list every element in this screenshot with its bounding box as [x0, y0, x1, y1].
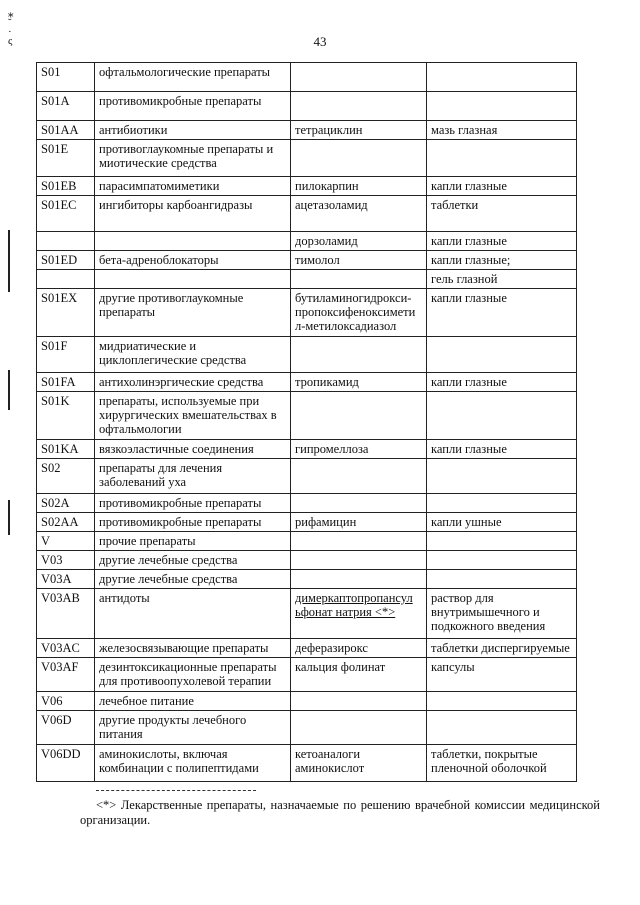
cell-group	[95, 270, 291, 289]
table-row	[37, 494, 577, 513]
cell-code: S01ED	[37, 251, 95, 270]
cell-form: таблетки, покрытые пленочной оболочкой	[427, 745, 577, 782]
cell-drug: бутиламиногидрокси-пропоксифеноксимети л-метилоксадиазол	[291, 289, 427, 337]
cell-code: V03A	[37, 570, 95, 589]
cell-code: S01EC	[37, 196, 95, 232]
cell-form: таблетки диспергируемые	[427, 639, 577, 658]
table-row	[37, 658, 577, 692]
cell-group: антибиотики	[95, 121, 291, 140]
cell-drug	[291, 692, 427, 711]
table-row	[37, 745, 577, 782]
cell-drug: тимолол	[291, 251, 427, 270]
cell-group: парасимпатомиметики	[95, 177, 291, 196]
footnote: <*> Лекарственные препараты, назначаемые по решению врачебной комиссии медицинской организации.	[80, 798, 600, 827]
cell-code: S02	[37, 459, 95, 494]
cell-form: капли глазные	[427, 289, 577, 337]
cell-group: противомикробные препараты	[95, 92, 291, 121]
margin-line	[8, 370, 10, 410]
cell-form	[427, 692, 577, 711]
cell-group: мидриатические и циклоплегические средства	[95, 337, 291, 373]
cell-group: бета-адреноблокаторы	[95, 251, 291, 270]
cell-drug: деферазирокс	[291, 639, 427, 658]
table-row	[37, 337, 577, 373]
cell-drug: дорзоламид	[291, 232, 427, 251]
cell-code: S01K	[37, 392, 95, 440]
cell-drug	[291, 459, 427, 494]
cell-code: V03	[37, 551, 95, 570]
cell-form	[427, 494, 577, 513]
drug-table	[36, 62, 577, 782]
cell-drug: димеркаптопропансул ьфонат натрия <*>	[291, 589, 427, 639]
cell-code: S01FA	[37, 373, 95, 392]
table-row	[37, 589, 577, 639]
cell-code: S01E	[37, 140, 95, 177]
cell-form	[427, 459, 577, 494]
cell-group: вязкоэластичные соединения	[95, 440, 291, 459]
table-row	[37, 232, 577, 251]
cell-group: антихолинэргические средства	[95, 373, 291, 392]
cell-form	[427, 140, 577, 177]
cell-code	[37, 270, 95, 289]
cell-drug	[291, 92, 427, 121]
cell-drug	[291, 270, 427, 289]
cell-group: лечебное питание	[95, 692, 291, 711]
cell-form	[427, 570, 577, 589]
cell-form	[427, 337, 577, 373]
cell-drug	[291, 551, 427, 570]
cell-drug	[291, 337, 427, 373]
cell-form: гель глазной	[427, 270, 577, 289]
cell-code: V03AC	[37, 639, 95, 658]
cell-code: S01	[37, 63, 95, 92]
cell-code: S01F	[37, 337, 95, 373]
cell-form	[427, 711, 577, 745]
cell-form	[427, 63, 577, 92]
cell-group: офтальмологические препараты	[95, 63, 291, 92]
table-row	[37, 711, 577, 745]
margin-scribble: ⁎ ˘ · ς	[8, 8, 14, 47]
table-row	[37, 373, 577, 392]
cell-group: противоглаукомные препараты и миотические средства	[95, 140, 291, 177]
cell-drug: рифамицин	[291, 513, 427, 532]
table-row	[37, 251, 577, 270]
cell-drug: кальция фолинат	[291, 658, 427, 692]
cell-code	[37, 232, 95, 251]
table-row	[37, 440, 577, 459]
cell-code: V06DD	[37, 745, 95, 782]
cell-group: противомикробные препараты	[95, 494, 291, 513]
cell-form: капли глазные	[427, 440, 577, 459]
cell-group: другие продукты лечебного питания	[95, 711, 291, 745]
cell-group: прочие препараты	[95, 532, 291, 551]
cell-drug: ацетазоламид	[291, 196, 427, 232]
cell-form: капли глазные	[427, 373, 577, 392]
cell-form: мазь глазная	[427, 121, 577, 140]
cell-drug	[291, 392, 427, 440]
cell-form	[427, 392, 577, 440]
cell-group: дезинтоксикационные препараты для противоопухолевой терапии	[95, 658, 291, 692]
table-row	[37, 570, 577, 589]
cell-code: V	[37, 532, 95, 551]
cell-form: раствор для внутримышечного и подкожного введения	[427, 589, 577, 639]
table-row	[37, 639, 577, 658]
table-row	[37, 532, 577, 551]
cell-group: препараты, используемые при хирургических вмешательствах в офтальмологии	[95, 392, 291, 440]
cell-group: антидоты	[95, 589, 291, 639]
table-row	[37, 692, 577, 711]
margin-line	[8, 500, 10, 535]
table-row	[37, 92, 577, 121]
cell-code: S01EB	[37, 177, 95, 196]
cell-form	[427, 92, 577, 121]
cell-code: V03AB	[37, 589, 95, 639]
cell-code: V06	[37, 692, 95, 711]
cell-drug	[291, 532, 427, 551]
cell-group	[95, 232, 291, 251]
cell-group: железосвязывающие препараты	[95, 639, 291, 658]
cell-code: S01KA	[37, 440, 95, 459]
cell-form: капли глазные	[427, 232, 577, 251]
cell-drug: пилокарпин	[291, 177, 427, 196]
cell-form	[427, 551, 577, 570]
cell-code: S02AA	[37, 513, 95, 532]
cell-drug: кетоаналоги аминокислот	[291, 745, 427, 782]
cell-code: V06D	[37, 711, 95, 745]
cell-form	[427, 532, 577, 551]
table-row	[37, 177, 577, 196]
table-row	[37, 513, 577, 532]
cell-drug	[291, 140, 427, 177]
cell-drug	[291, 711, 427, 745]
page-number: 43	[313, 34, 327, 49]
cell-group: препараты для лечения заболеваний уха	[95, 459, 291, 494]
table-row	[37, 196, 577, 232]
cell-group: другие лечебные средства	[95, 570, 291, 589]
table-row	[37, 140, 577, 177]
cell-group: другие противоглаукомные препараты	[95, 289, 291, 337]
cell-drug	[291, 570, 427, 589]
cell-group: противомикробные препараты	[95, 513, 291, 532]
table-row	[37, 121, 577, 140]
table-row	[37, 63, 577, 92]
cell-form: капли глазные	[427, 177, 577, 196]
table-row	[37, 551, 577, 570]
cell-drug	[291, 494, 427, 513]
table-row	[37, 289, 577, 337]
cell-code: S01AA	[37, 121, 95, 140]
cell-group: аминокислоты, включая комбинации с полипептидами	[95, 745, 291, 782]
cell-code: S01EX	[37, 289, 95, 337]
cell-drug	[291, 63, 427, 92]
cell-code: S02A	[37, 494, 95, 513]
table-row	[37, 459, 577, 494]
cell-drug: тетрациклин	[291, 121, 427, 140]
cell-form: капли глазные;	[427, 251, 577, 270]
cell-code: V03AF	[37, 658, 95, 692]
cell-form: капсулы	[427, 658, 577, 692]
cell-form: таблетки	[427, 196, 577, 232]
footnote-divider	[96, 790, 256, 791]
cell-code: S01A	[37, 92, 95, 121]
margin-line	[8, 230, 10, 292]
cell-drug: гипромеллоза	[291, 440, 427, 459]
cell-drug: тропикамид	[291, 373, 427, 392]
cell-form: капли ушные	[427, 513, 577, 532]
table-row	[37, 270, 577, 289]
table-row	[37, 392, 577, 440]
cell-group: другие лечебные средства	[95, 551, 291, 570]
cell-group: ингибиторы карбоангидразы	[95, 196, 291, 232]
